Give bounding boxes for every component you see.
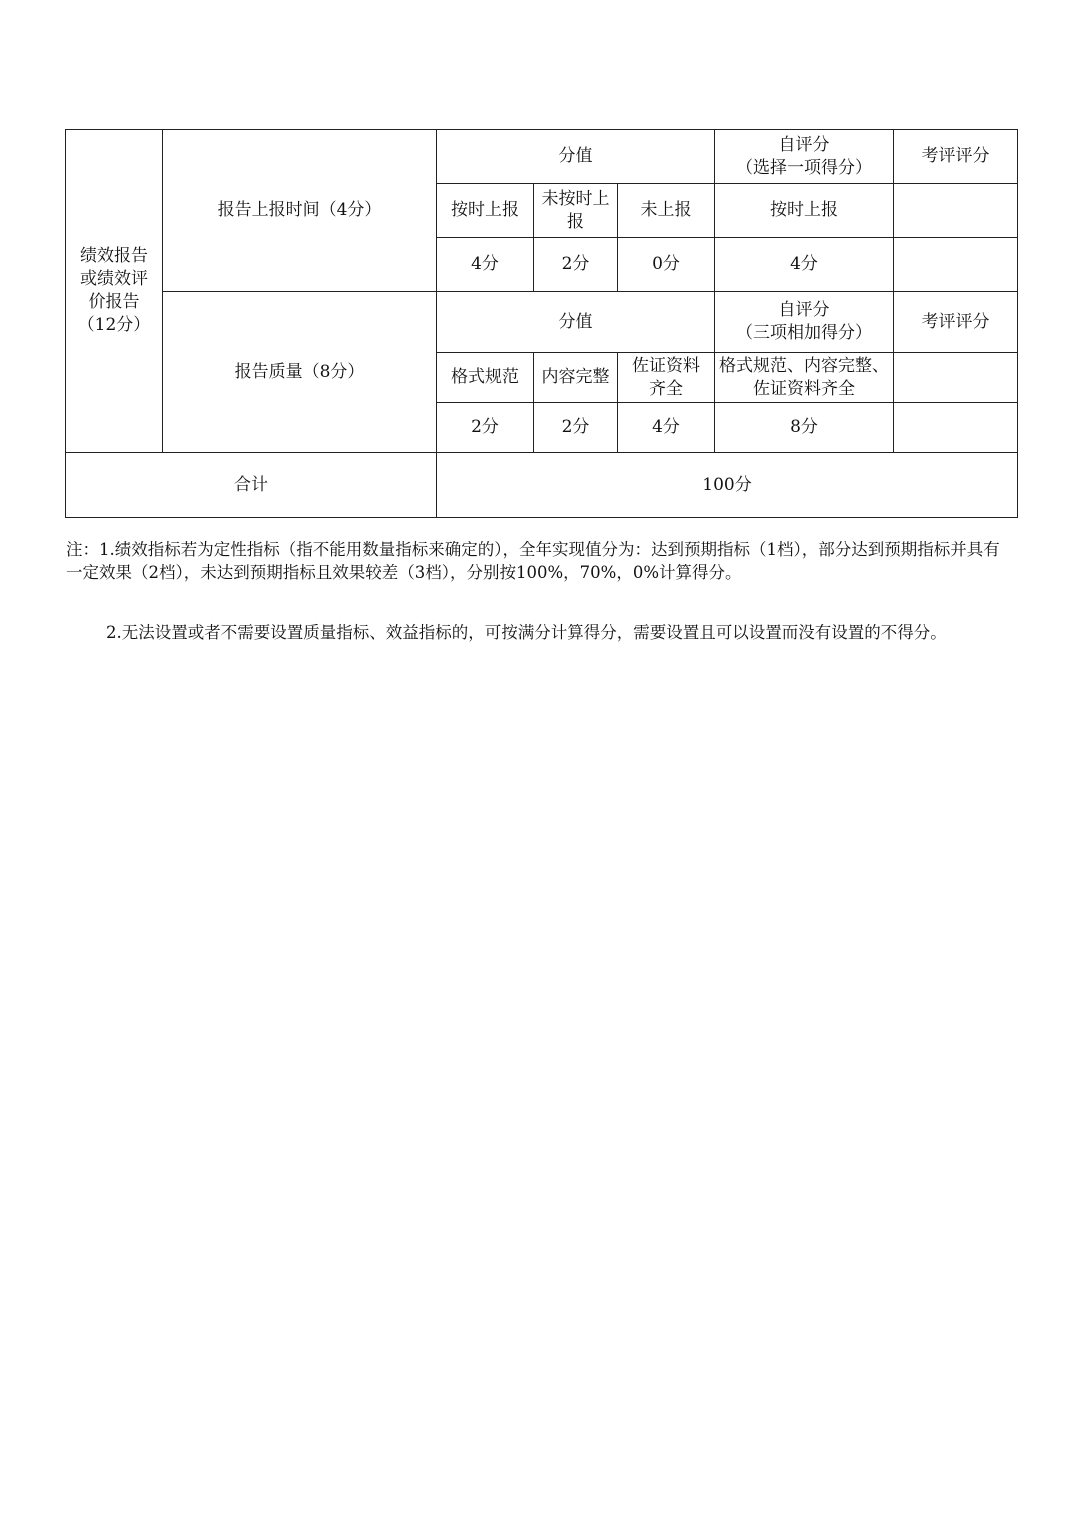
section1-review-score-cell	[894, 238, 1018, 292]
section1-option: 未上报	[618, 184, 715, 238]
section1-self-option: 按时上报	[715, 184, 894, 238]
section2-score: 4分	[618, 403, 715, 453]
section1-score: 2分	[534, 238, 618, 292]
section1-self-header-note: （选择一项得分）	[736, 157, 872, 178]
section1-label: 报告上报时间（4分）	[163, 130, 437, 292]
section1-self-header	[715, 130, 894, 184]
performance-report-scoring-table	[65, 129, 1018, 518]
section1-review-option-cell	[894, 184, 1018, 238]
section2-review-score-cell	[894, 403, 1018, 453]
section1-self-score: 4分	[715, 238, 894, 292]
section2-option: 格式规范	[437, 353, 534, 403]
section1-option: 未按时上报	[534, 184, 618, 238]
section2-self-header-title: 自评分	[778, 300, 830, 320]
section2-option: 内容完整	[534, 353, 618, 403]
section2-self-header	[715, 292, 894, 353]
note-2: 2.无法设置或者不需要设置质量指标、效益指标的，可按满分计算得分，需要设置且可以设置而没有设置的不得分。	[106, 623, 947, 642]
section1-review-header: 考评评分	[894, 130, 1018, 184]
section2-self-option: 格式规范、内容完整、佐证资料齐全	[715, 353, 894, 403]
section2-self-score: 8分	[715, 403, 894, 453]
total-label: 合计	[66, 453, 437, 518]
section2-score: 2分	[534, 403, 618, 453]
category-cell: 绩效报告或绩效评价报告（12分）	[66, 130, 163, 453]
section1-score: 4分	[437, 238, 534, 292]
section2-option: 佐证资料齐全	[618, 353, 715, 403]
note-1: 注：1.绩效指标若为定性指标（指不能用数量指标来确定的），全年实现值分为：达到预期指标（1档），部分达到预期指标并具有一定效果（2档），未达到预期指标且效果较差（3档），分别按100%，70%，0%计算得分。	[66, 540, 1000, 582]
section1-self-header-title: 自评分	[778, 134, 830, 155]
section2-review-header: 考评评分	[894, 292, 1018, 353]
section2-value-header: 分值	[437, 292, 715, 353]
section2-review-option-cell	[894, 353, 1018, 403]
section1-value-header: 分值	[437, 130, 715, 184]
section2-score: 2分	[437, 403, 534, 453]
section1-option: 按时上报	[437, 184, 534, 238]
section2-self-header-note: （三项相加得分）	[736, 323, 872, 343]
section1-score: 0分	[618, 238, 715, 292]
total-value: 100分	[437, 453, 1018, 518]
section2-label: 报告质量（8分）	[163, 292, 437, 453]
